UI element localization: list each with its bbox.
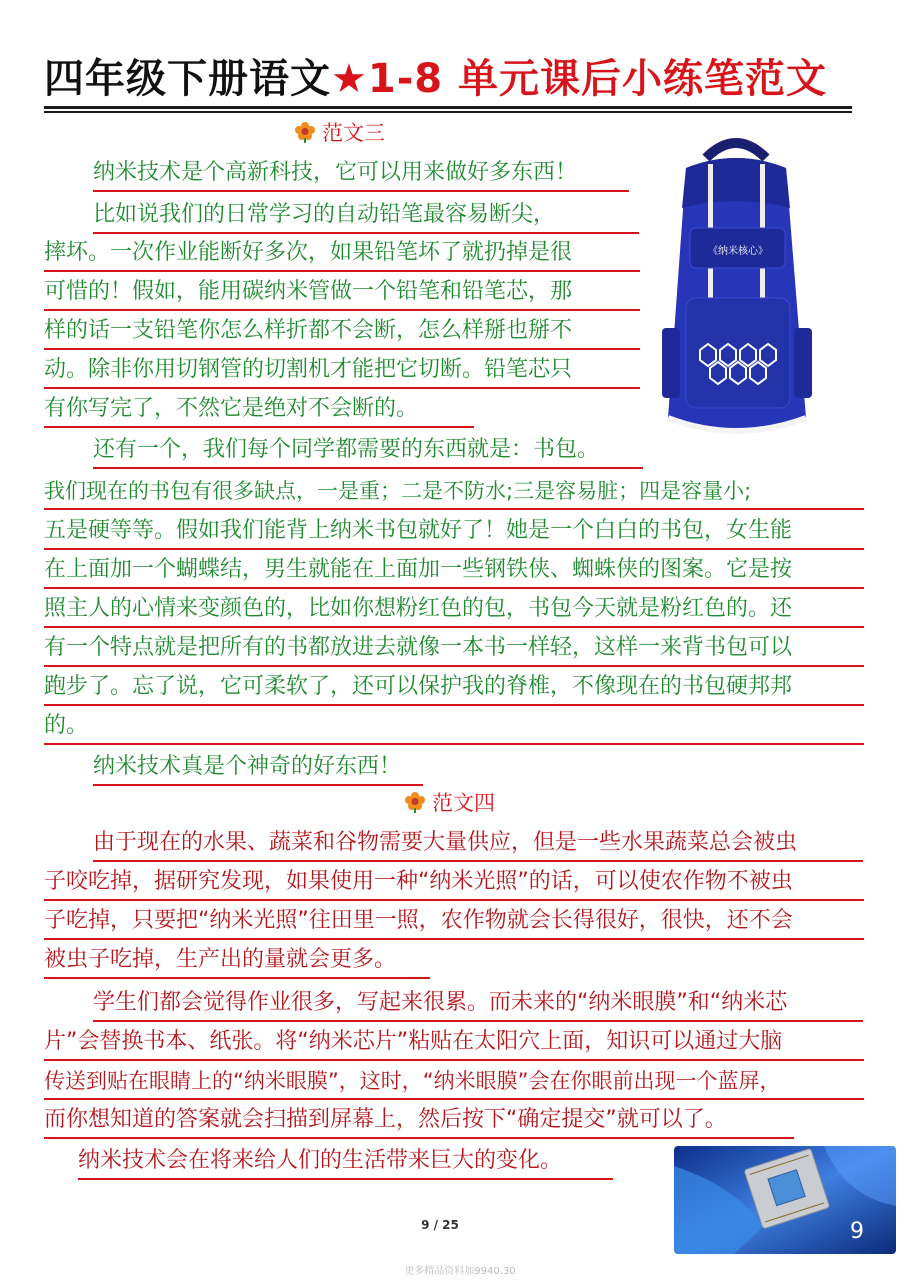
essay4-heading — [404, 788, 495, 816]
essay3-line: 可惜的！假如，能用碳纳米管做一个铅笔和铅笔芯，那 — [44, 275, 640, 311]
essay4-line: 纳米技术会在将来给人们的生活带来巨大的变化。 — [78, 1144, 613, 1180]
backpack-label: 《纳米核心》 — [708, 246, 768, 257]
title-divider-secondary — [44, 111, 852, 113]
essay3-line: 摔坏。一次作业能断好多次，如果铅笔坏了就扔掉是很 — [44, 236, 640, 272]
page-indicator: 9 / 25 — [421, 1218, 459, 1232]
backpack-image — [656, 128, 816, 448]
essay3-heading — [294, 118, 385, 146]
essay3-line: 动。除非你用切钢管的切割机才能把它切断。铅笔芯只 — [44, 353, 640, 389]
essay4-line: 子吃掉，只要把“纳米光照”往田里一照，农作物就会长得很好，很快，还不会 — [44, 904, 864, 940]
essay3-line: 照主人的心情来变颜色的，比如你想粉红色的包，书包今天就是粉红色的。还 — [44, 592, 864, 628]
essay3-heading-text: 范文三 — [322, 121, 385, 145]
essay3-line: 的。 — [44, 709, 864, 745]
essay4-line: 学生们都会觉得作业很多，写起来很累。而未来的“纳米眼膜”和“纳米芯 — [93, 986, 863, 1022]
essay4-line: 被虫子吃掉，生产出的量就会更多。 — [44, 943, 430, 979]
star-icon: ★ — [331, 56, 368, 102]
essay4-heading-text: 范文四 — [432, 791, 495, 815]
title-part2: 1-8 单元课后小练笔范文 — [367, 56, 828, 102]
essay3-line: 样的话一支铅笔你怎么样折都不会断，怎么样掰也掰不 — [44, 314, 640, 350]
essay3-line: 我们现在的书包有很多缺点，一是重；二是不防水;三是容易脏；四是容量小; — [44, 474, 864, 510]
essay3-line: 跑步了。忘了说，它可柔软了，还可以保护我的脊椎，不像现在的书包硬邦邦 — [44, 670, 864, 706]
flower-icon — [294, 121, 316, 143]
essay3-line: 有一个特点就是把所有的书都放进去就像一本书一样轻，这样一来背书包可以 — [44, 631, 864, 667]
essay4-line: 传送到贴在眼睛上的“纳米眼膜”，这时，“纳米眼膜”会在你眼前出现一个蓝屏， — [44, 1064, 864, 1100]
essay3-line: 还有一个，我们每个同学都需要的东西就是：书包。 — [93, 433, 643, 469]
nano-chip-image — [674, 1146, 896, 1254]
footer-watermark: 更多精品资料加9940.30 — [404, 1266, 516, 1277]
essay3-line: 比如说我们的日常学习的自动铅笔最容易断尖， — [93, 198, 639, 234]
page-title — [44, 52, 854, 106]
essay4-line: 片”会替换书本、纸张。将“纳米芯片”粘贴在太阳穴上面，知识可以通过大脑 — [44, 1025, 864, 1061]
essay4-line: 子咬吃掉，据研究发现，如果使用一种“纳米光照”的话，可以使农作物不被虫 — [44, 865, 864, 901]
chip-corner-number: 9 — [850, 1219, 864, 1244]
essay3-line: 五是硬等等。假如我们能背上纳米书包就好了！她是一个白白的书包，女生能 — [44, 514, 864, 550]
essay4-line: 而你想知道的答案就会扫描到屏幕上，然后按下“确定提交”就可以了。 — [44, 1103, 794, 1139]
essay3-line: 有你写完了，不然它是绝对不会断的。 — [44, 392, 474, 428]
essay3-line: 在上面加一个蝴蝶结，男生就能在上面加一些钢铁侠、蜘蛛侠的图案。它是按 — [44, 553, 864, 589]
essay3-line: 纳米技术真是个神奇的好东西！ — [93, 750, 423, 786]
essay4-line: 由于现在的水果、蔬菜和谷物需要大量供应，但是一些水果蔬菜总会被虫 — [93, 826, 863, 862]
essay3-line: 纳米技术是个高新科技，它可以用来做好多东西！ — [93, 156, 629, 192]
flower-icon — [404, 791, 426, 813]
title-part1: 四年级下册语文 — [44, 56, 331, 102]
title-divider — [44, 106, 852, 109]
